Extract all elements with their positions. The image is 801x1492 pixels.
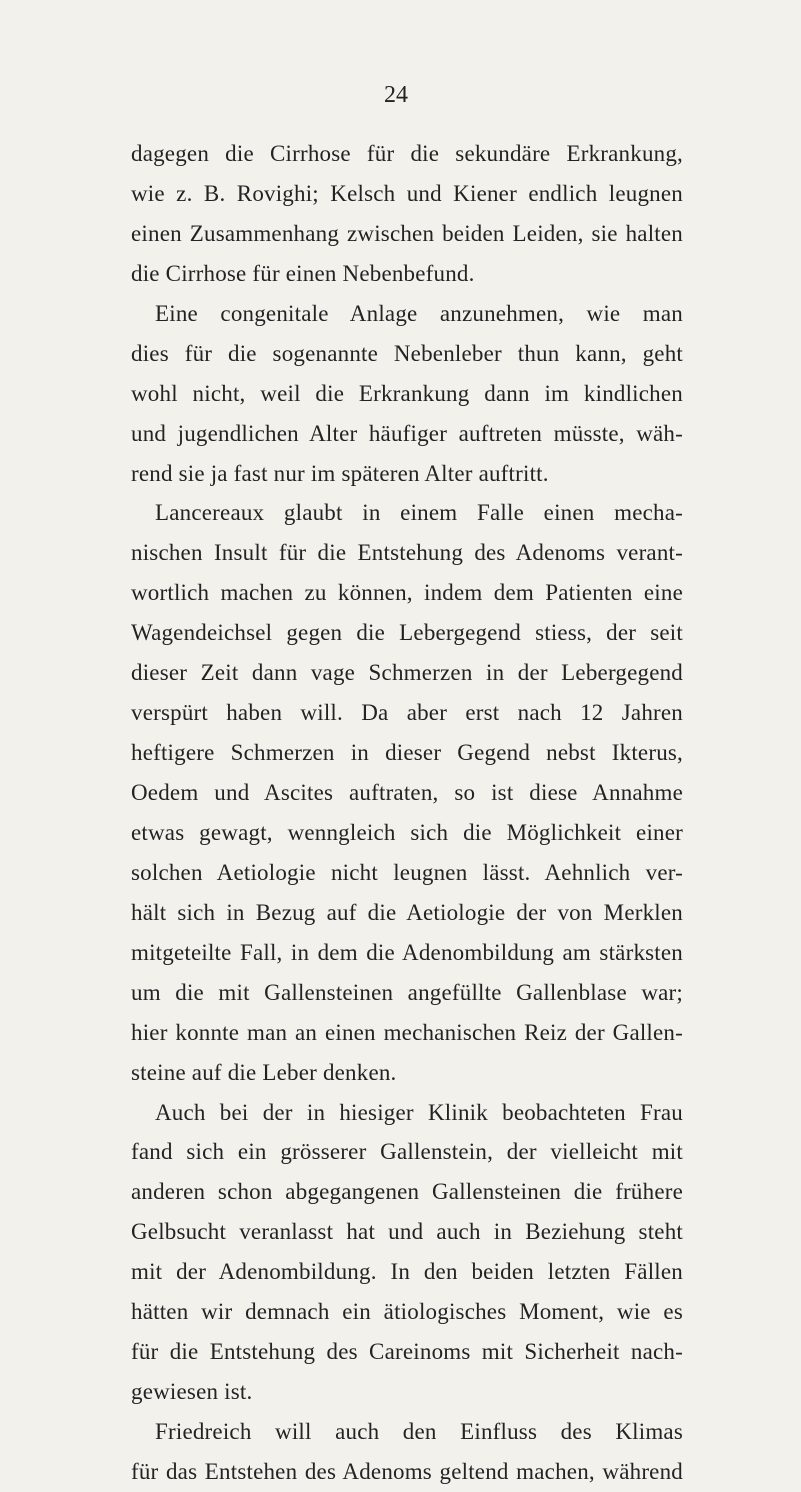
text-line: einen Zusammenhang zwischen beiden Leiden, sie halten xyxy=(131,220,683,246)
body-text xyxy=(131,134,683,1492)
text-line: Wagendeichsel gegen die Lebergegend stiess, der seit xyxy=(131,620,683,646)
text-line: anderen schon abgegangenen Gallensteinen die frühere xyxy=(131,1179,683,1205)
text-line: Friedreich will auch den Einfluss des Klimas xyxy=(155,1419,683,1444)
text-line: dieser Zeit dann vage Schmerzen in der Lebergegend xyxy=(131,660,683,686)
text-line: mitgeteilte Fall, in dem die Adenombildung am stärksten xyxy=(131,939,683,965)
text-line: hält sich in Bezug auf die Aetiologie der von Merklen xyxy=(131,899,683,925)
text-line: wortlich machen zu können, indem dem Patienten eine xyxy=(131,580,683,606)
text-line: fand sich ein grösserer Gallenstein, der vielleicht mit xyxy=(131,1139,683,1165)
page-number: 24 xyxy=(384,82,408,108)
text-line: dies für die sogenannte Nebenleber thun kann, geht xyxy=(131,340,683,366)
text-line: etwas gewagt, wenngleich sich die Möglichkeit einer xyxy=(131,819,683,845)
text-line: verspürt haben will. Da aber erst nach 12 Jahren xyxy=(131,700,683,726)
text-line: wie z. B. Rovighi; Kelsch und Kiener endlich leugnen xyxy=(131,180,683,206)
text-line: hätten wir demnach ein ätiologisches Moment, wie es xyxy=(131,1299,683,1325)
text-line: dagegen die Cirrhose für die sekundäre Erkrankung, xyxy=(131,141,683,166)
text-line: gewiesen ist. xyxy=(131,1379,253,1405)
text-line: für das Entstehen des Adenoms geltend machen, während xyxy=(131,1458,683,1484)
text-line: solchen Aetiologie nicht leugnen lässt. Aehnlich ver- xyxy=(131,859,683,885)
text-line: rend sie ja fast nur im späteren Alter auftritt. xyxy=(131,460,549,486)
text-line: um die mit Gallensteinen angefüllte Gallenblase war; xyxy=(131,979,683,1005)
text-line: Auch bei der in hiesiger Klinik beobachteten Frau xyxy=(155,1099,683,1125)
text-line: die Cirrhose für einen Nebenbefund. xyxy=(131,260,475,286)
text-line: Oedem und Ascites auftraten, so ist diese Annahme xyxy=(131,780,683,805)
text-line: nischen Insult für die Entstehung des Adenoms verant- xyxy=(131,540,683,566)
text-line: steine auf die Leber denken. xyxy=(131,1059,397,1085)
text-line: Gelbsucht veranlasst hat und auch in Beziehung steht xyxy=(131,1219,683,1245)
text-line: und jugendlichen Alter häufiger auftreten müsste, wäh- xyxy=(131,420,683,446)
text-line: Eine congenitale Anlage anzunehmen, wie man xyxy=(155,300,683,326)
text-line: mit der Adenombildung. In den beiden letzten Fällen xyxy=(131,1259,683,1285)
text-line: Lancereaux glaubt in einem Falle einen mecha- xyxy=(155,500,683,526)
text-line: hier konnte man an einen mechanischen Reiz der Gallen- xyxy=(131,1019,683,1045)
text-line: heftigere Schmerzen in dieser Gegend nebst Ikterus, xyxy=(131,740,683,766)
text-line: wohl nicht, weil die Erkrankung dann im kindlichen xyxy=(131,380,683,406)
text-line: für die Entstehung des Careinoms mit Sicherheit nach- xyxy=(131,1339,683,1365)
